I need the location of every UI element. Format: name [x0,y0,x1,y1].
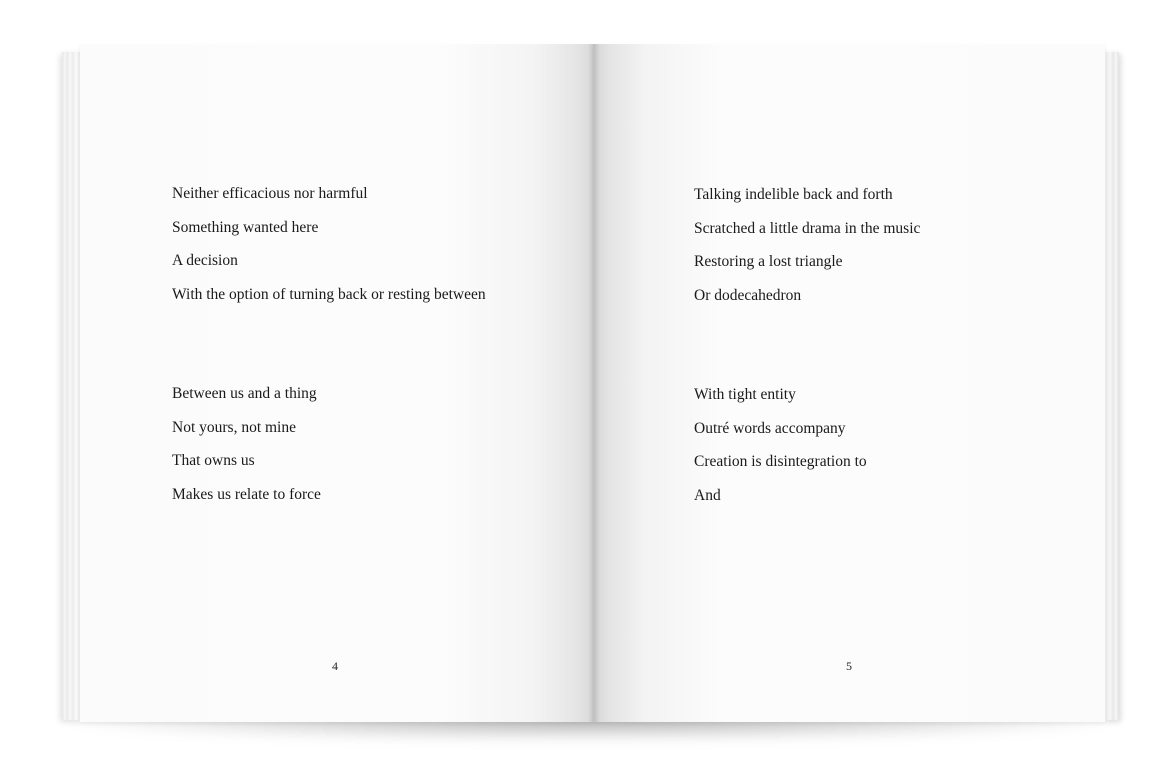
poem-line: Something wanted here [172,218,319,236]
poem-line: Outré words accompany [694,419,846,437]
poem-line: Or dodecahedron [694,286,802,304]
poem-line: Scratched a little drama in the music [694,219,921,237]
left-stanza-2 [172,377,321,511]
poem-line: With tight entity [694,386,796,403]
left-page [80,44,594,722]
poem-line: A decision [172,252,238,269]
left-stanza-1 [172,177,486,311]
right-page [594,44,1105,722]
poem-line: Not yours, not mine [172,418,296,436]
poem-line: Creation is disintegration to [694,453,867,470]
right-page-edges [1103,52,1119,720]
left-page-edges [62,52,82,720]
right-stanza-1 [694,178,920,312]
open-book [62,44,1119,722]
right-page-number: 5 [846,659,852,673]
poem-line: That owns us [172,452,255,469]
poem-line: Neither efficacious nor harmful [172,185,368,202]
poem-line: With the option of turning back or resting between [172,285,486,303]
poem-line: Restoring a lost triangle [694,253,843,270]
right-stanza-2 [694,378,867,512]
book-gutter [588,44,600,722]
left-page-number: 4 [332,659,338,673]
poem-line: And [694,486,721,504]
poem-line: Talking indelible back and forth [694,186,893,203]
poem-line: Makes us relate to force [172,485,321,503]
poem-line: Between us and a thing [172,385,317,402]
